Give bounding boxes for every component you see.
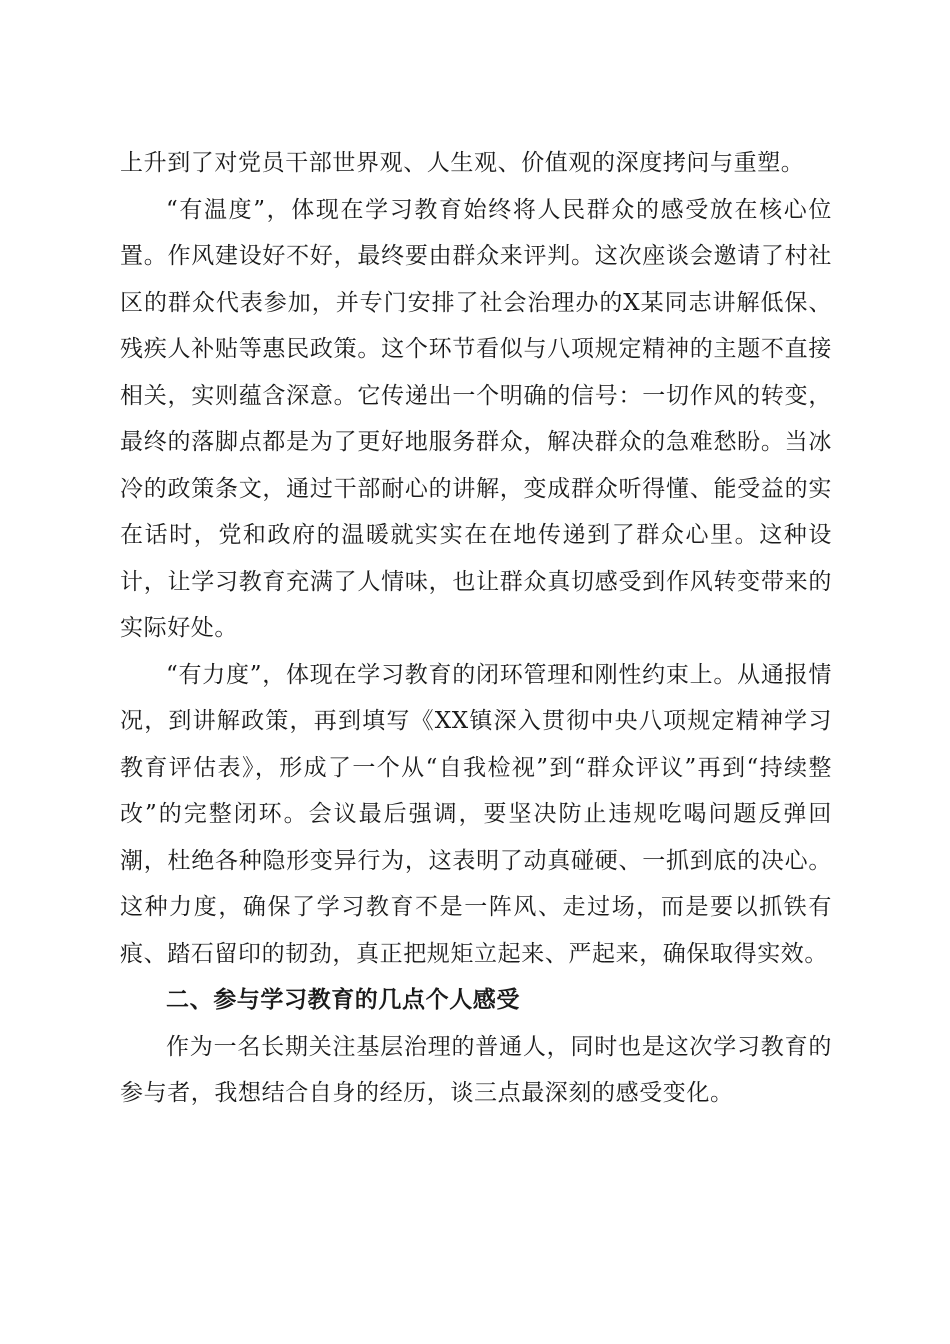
section-heading: 二、参与学习教育的几点个人感受 (166, 987, 520, 1013)
paragraph-strength: “有力度”，体现在学习教育的闭环管理和刚性约束上。从通报情况，到讲解政策，再到填写《XX镇深入贯彻中央八项规定精神学习教育评估表》，形成了一个从“自我检视”到“群众评议”再到“持续整改”的完整闭环。会议最后强调，要坚决防止违规吃喝问题反弹回潮，杜绝各种隐形变异行为，这表明了动真碰硬、一抓到底的决心。这种力度，确保了学习教育不是一阵风、走过场，而是要以抓铁有痕、踏石留印的韧劲，真正把规矩立起来、严起来，确保取得实效。 (120, 661, 832, 967)
paragraph-intro: 作为一名长期关注基层治理的普通人，同时也是这次学习教育的参与者，我想结合自身的经历，谈三点最深刻的感受变化。 (120, 1033, 832, 1106)
paragraph-warmth: “有温度”，体现在学习教育始终将人民群众的感受放在核心位置。作风建设好不好，最终要由群众来评判。这次座谈会邀请了村社区的群众代表参加，并专门安排了社会治理办的X某同志讲解低保、残疾人补贴等惠民政策。这个环节看似与八项规定精神的主题不直接相关，实则蕴含深意。它传递出一个明确的信号：一切作风的转变，最终的落脚点都是为了更好地服务群众，解决群众的急难愁盼。当冰冷的政策条文，通过干部耐心的讲解，变成群众听得懂、能受益的实在话时，党和政府的温暖就实实在在地传递到了群众心里。这种设计，让学习教育充满了人情味，也让群众真切感受到作风转变带来的实际好处。 (120, 196, 832, 641)
document-body (120, 140, 832, 1117)
paragraph-continuation: 上升到了对党员干部世界观、人生观、价值观的深度拷问与重塑。 (120, 150, 805, 176)
